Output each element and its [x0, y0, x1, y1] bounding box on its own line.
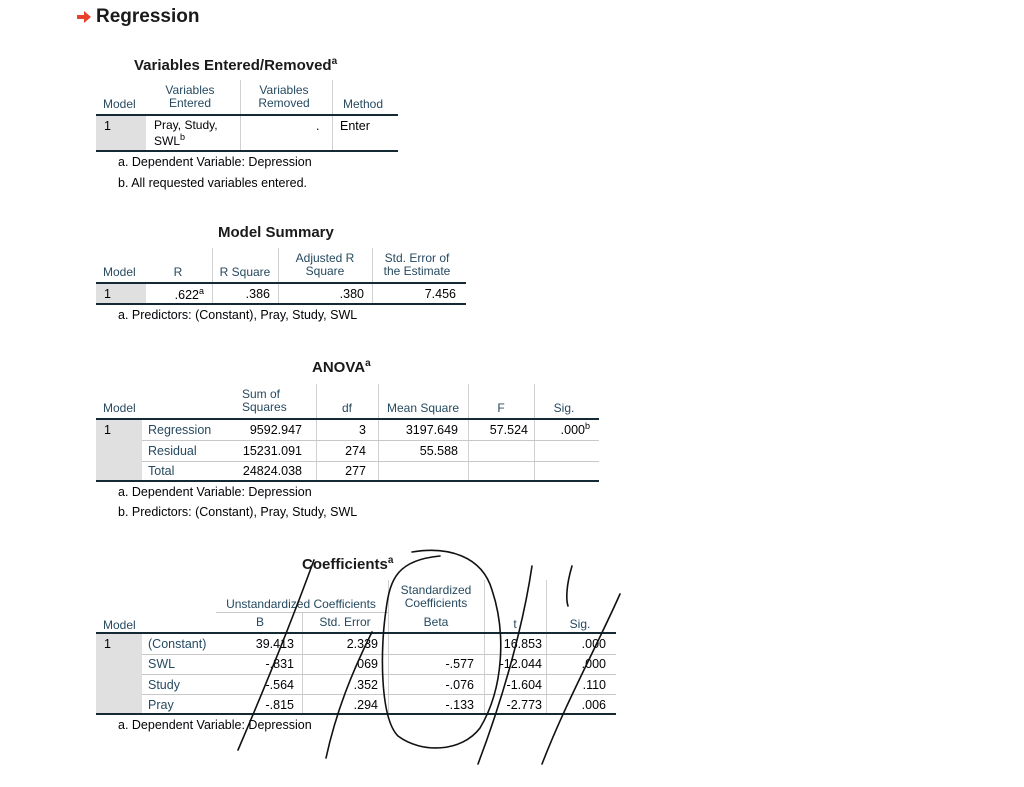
anova-row-label: Residual	[148, 444, 197, 458]
ms-header-r: R	[173, 265, 183, 279]
coef-header-unstandardized: Unstandardized Coefficients	[226, 597, 376, 611]
anova-row-df: 3	[359, 423, 366, 437]
ms-header-adj-r-square: Adjusted R Square	[295, 251, 355, 278]
coef-row-std-error: .069	[353, 657, 378, 671]
vars-header-entered: Variables Entered	[165, 83, 215, 110]
coef-row-sig: .000	[581, 637, 606, 651]
anova-row-ms: 3197.649	[405, 423, 458, 437]
coef-header-beta: Beta	[423, 615, 449, 629]
vars-footnote-b: b. All requested variables entered.	[118, 176, 308, 190]
vars-header-method: Method	[342, 97, 384, 111]
coef-row-beta: -.577	[445, 657, 474, 671]
right-arrow-icon	[76, 9, 92, 25]
coef-header-sig: Sig.	[569, 617, 591, 631]
coef-row-label: Pray	[148, 698, 174, 712]
anova-row-label: Total	[148, 464, 175, 478]
anova-header-sig: Sig.	[553, 401, 575, 415]
anova-footnote-a: a. Dependent Variable: Depression	[118, 485, 312, 499]
coef-header-b: B	[255, 615, 264, 629]
ink-circle-beta	[382, 550, 500, 748]
ms-header-r-square: R Square	[219, 265, 271, 279]
ms-row-adj-r-square: .380	[339, 287, 364, 301]
coef-footnote-a: a. Dependent Variable: Depression	[118, 718, 312, 732]
coef-row-t: -2.773	[506, 698, 542, 712]
vars-header-model: Model	[103, 97, 136, 111]
coef-row-sig: .000	[581, 657, 606, 671]
coef-model: 1	[104, 637, 111, 651]
anova-title: ANOVA$^a$	[312, 358, 371, 376]
coef-row-std-error: .294	[353, 698, 378, 712]
coef-row-label: (Constant)	[148, 637, 207, 651]
anova-row-ms: 55.588	[419, 444, 458, 458]
coef-row-b: 39.413	[255, 637, 294, 651]
vars-row-removed: .	[316, 119, 320, 133]
coef-header-std-error: Std. Error	[319, 615, 371, 629]
coef-row-beta: -.076	[445, 678, 474, 692]
model-summary-title: Model Summary	[218, 224, 334, 241]
coef-row-b: -.815	[265, 698, 294, 712]
anova-row-label: Regression	[148, 423, 212, 437]
coef-header-standardized: Standardized Coefficients	[400, 583, 472, 610]
coef-header-model: Model	[103, 618, 136, 632]
anova-footnote-b: b. Predictors: (Constant), Pray, Study, SWL	[118, 505, 358, 519]
coef-row-b: -.831	[265, 657, 294, 671]
ms-row-model: 1	[104, 287, 111, 301]
ink-slash-sig-a	[567, 566, 572, 606]
ms-row-std-error: 7.456	[424, 287, 456, 301]
coef-row-b: -.564	[265, 678, 294, 692]
anova-row-df: 277	[345, 464, 366, 478]
ms-footnote-a: a. Predictors: (Constant), Pray, Study, SWL	[118, 308, 358, 322]
coef-row-beta: -.133	[445, 698, 474, 712]
anova-row-ss: 15231.091	[242, 444, 302, 458]
coef-row-std-error: 2.339	[346, 637, 378, 651]
ms-row-r-square: .386	[245, 287, 270, 301]
vars-header-removed: Variables Removed	[258, 83, 310, 110]
coef-row-t: 16.853	[503, 637, 542, 651]
coef-row-std-error: .352	[353, 678, 378, 692]
anova-row-ss: 9592.947	[249, 423, 302, 437]
anova-header-df: df	[341, 401, 352, 415]
anova-row-df: 274	[345, 444, 366, 458]
coefficients-title: Coefficients$^a$	[302, 555, 394, 573]
anova-row-ss: 24824.038	[242, 464, 302, 478]
coef-row-sig: .110	[582, 678, 606, 692]
coef-header-t: t	[513, 617, 517, 631]
anova-row-f: 57.524	[489, 423, 528, 437]
vars-row-method: Enter	[340, 119, 370, 133]
coef-row-t: -12.044	[499, 657, 542, 671]
ms-header-model: Model	[103, 265, 136, 279]
anova-header-sum-of-squares: Sum of Squares	[242, 387, 287, 414]
anova-header-f: F	[497, 401, 505, 415]
section-heading: Regression	[96, 6, 200, 27]
coef-row-label: SWL	[148, 657, 176, 671]
coef-row-t: -1.604	[506, 678, 542, 692]
coef-row-label: Study	[148, 678, 180, 692]
variables-table-title: Variables Entered/Removed$^a$	[134, 56, 338, 74]
vars-footnote-a: a. Dependent Variable: Depression	[118, 155, 312, 169]
vars-row-entered: Pray, Study, SWL$^b$	[154, 118, 218, 148]
vars-row-model: 1	[104, 119, 111, 133]
anova-model: 1	[104, 423, 111, 437]
anova-header-mean-square: Mean Square	[386, 401, 460, 415]
ms-header-std-error: Std. Error of the Estimate	[383, 251, 451, 278]
anova-row-sig: .000$^b$	[560, 421, 590, 438]
anova-header-model: Model	[103, 401, 136, 415]
ms-row-r: .622$^a$	[174, 286, 204, 303]
coef-row-sig: .006	[581, 698, 606, 712]
